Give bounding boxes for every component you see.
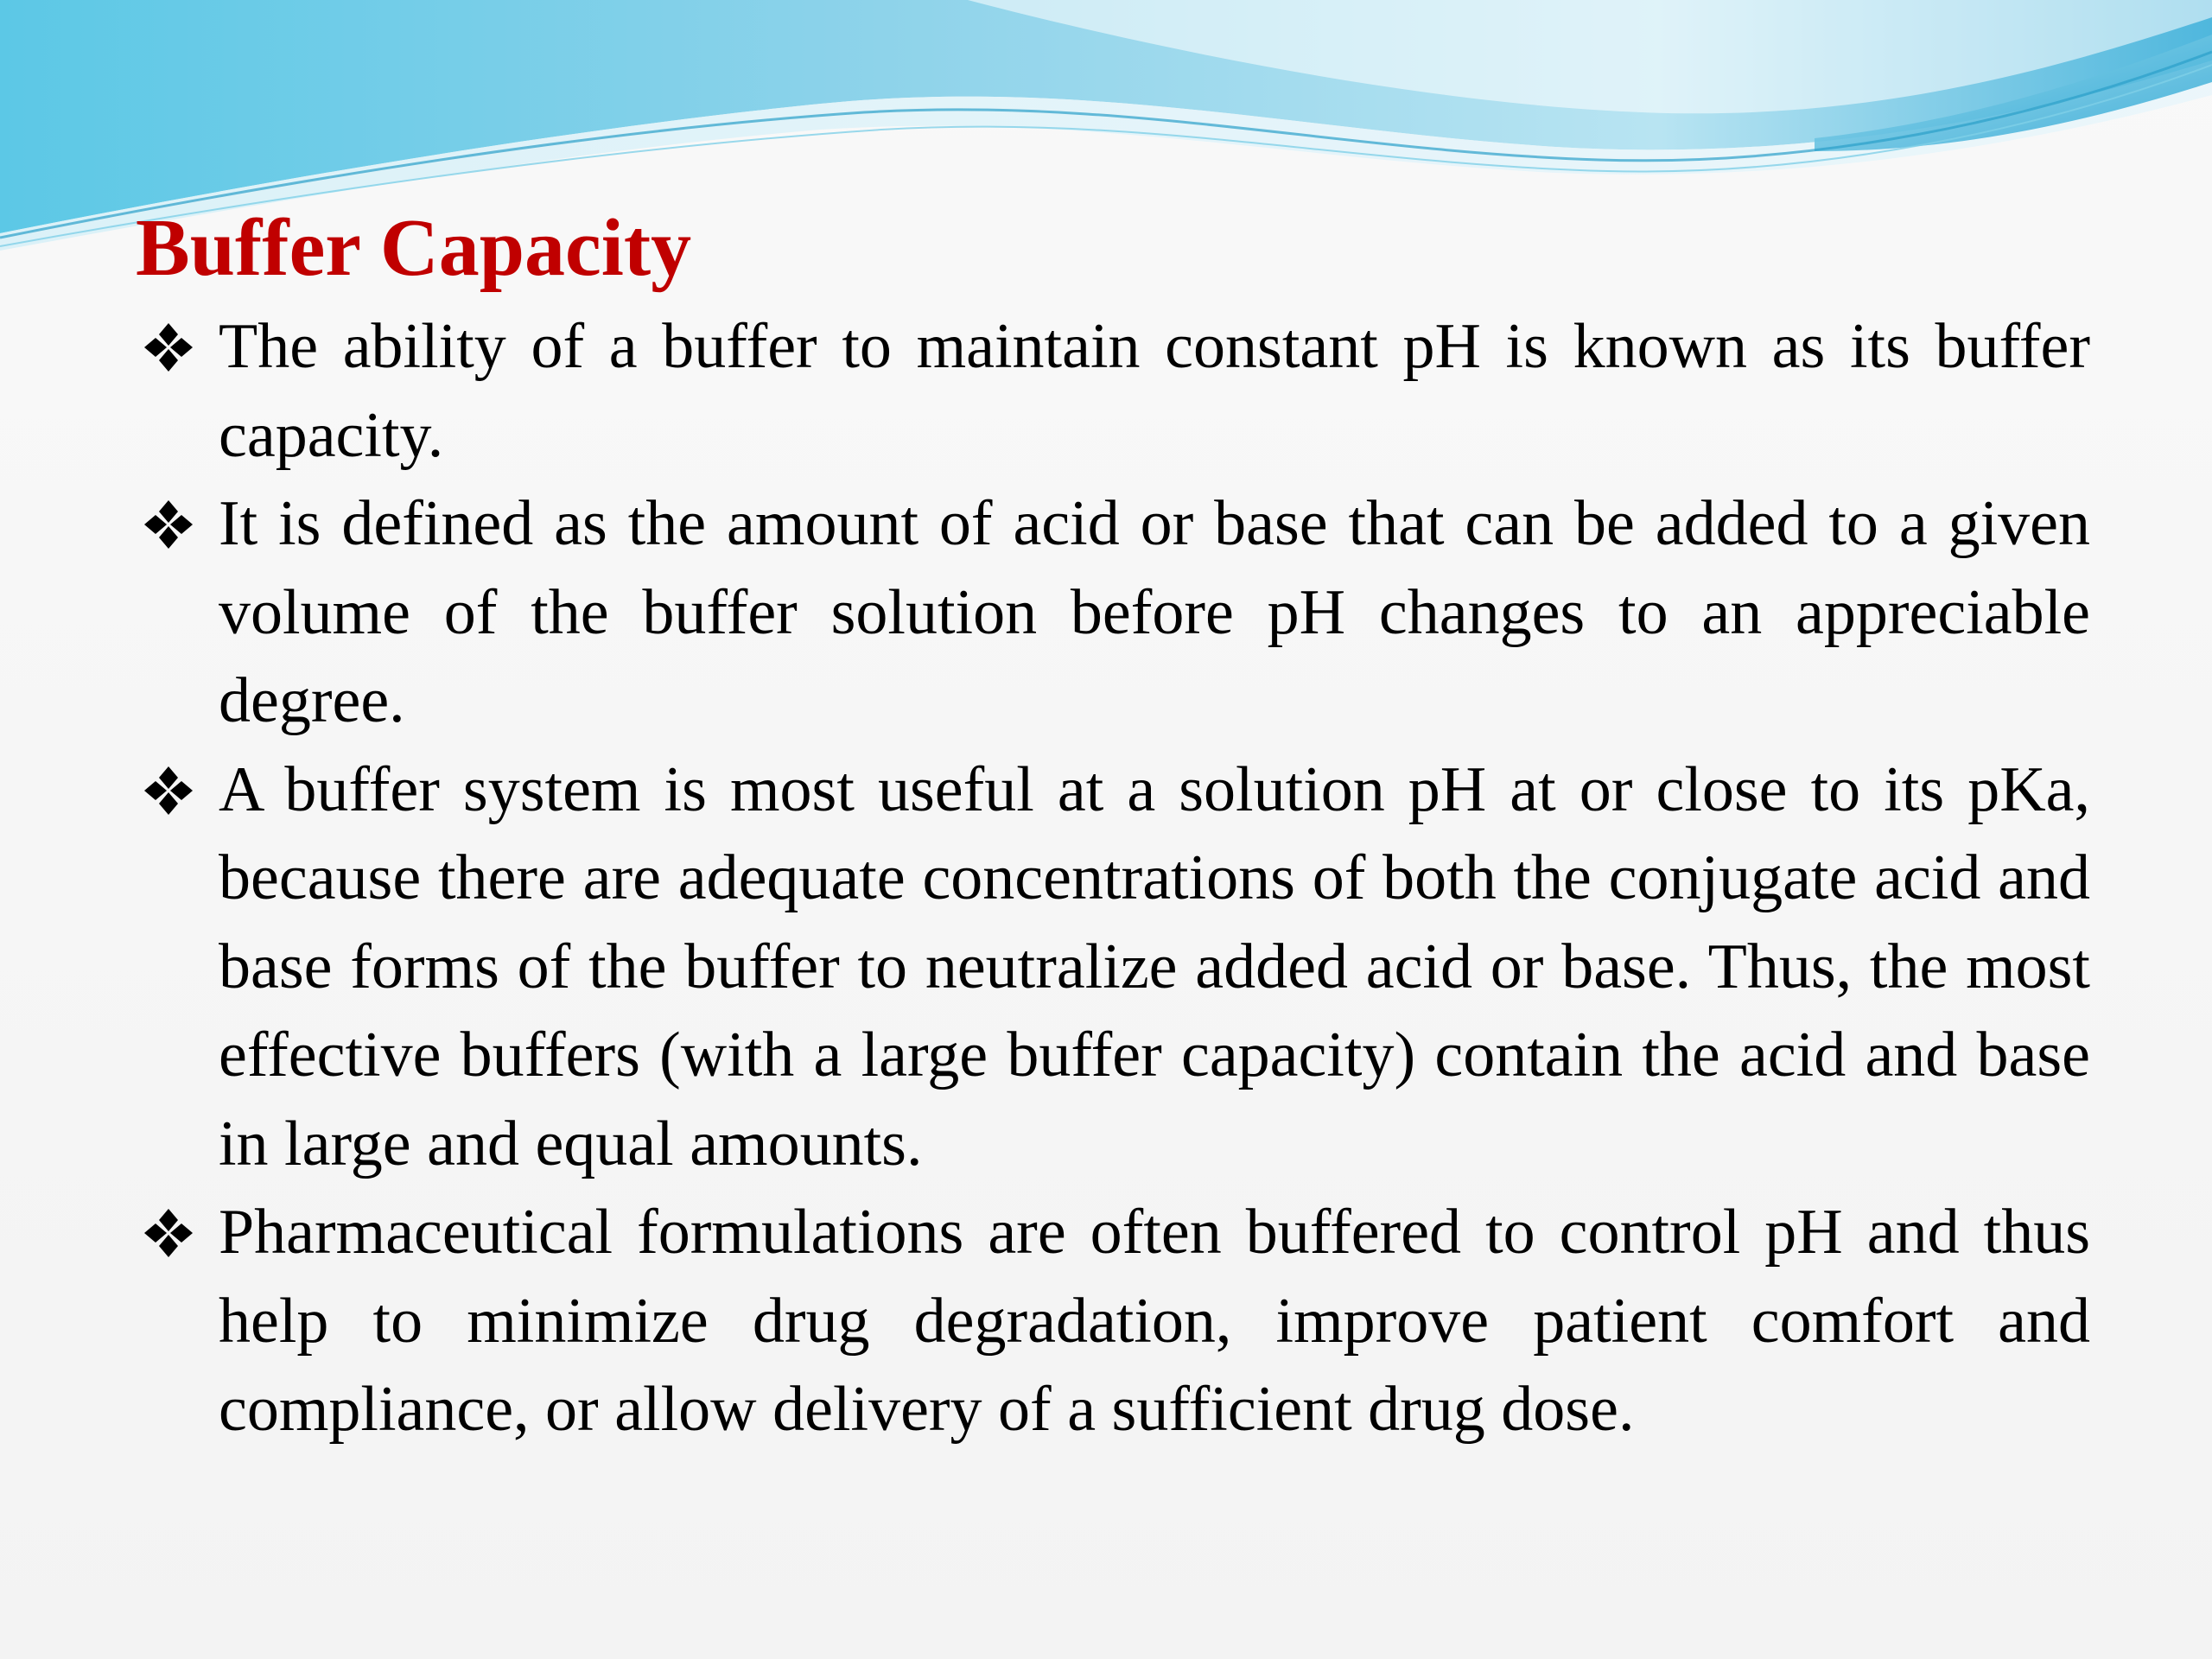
four-diamond-bullet-icon <box>141 320 196 375</box>
slide-title: Buffer Capacity <box>136 203 692 293</box>
bullet-text: A buffer system is most useful at a solution pH at or close to its pKa, because there are adequate concentrations of both the conjugate acid and base forms of the buffer to neutralize added acid or base. Thus, the most effective buffers (with a large buffer capacity) contain the acid and base in large and equal amounts. <box>219 753 2090 1179</box>
bullet-list <box>136 302 2090 1454</box>
bullet-item <box>136 302 2090 480</box>
bullet-text: Pharmaceutical formulations are often buffered to control pH and thus help to minimize drug degradation, improve patient comfort and compliance, or allow delivery of a sufficient drug dose. <box>219 1197 2090 1445</box>
bullet-item <box>136 746 2090 1189</box>
bullet-text: The ability of a buffer to maintain constant pH is known as its buffer capacity. <box>219 311 2090 471</box>
four-diamond-bullet-icon <box>141 1205 196 1261</box>
bullet-text: It is defined as the amount of acid or base that can be added to a given volume of the buffer solution before pH changes to an appreciable degree. <box>219 488 2090 736</box>
bullet-item <box>136 1188 2090 1454</box>
bullet-item <box>136 480 2090 746</box>
four-diamond-bullet-icon <box>141 763 196 818</box>
four-diamond-bullet-icon <box>141 497 196 552</box>
